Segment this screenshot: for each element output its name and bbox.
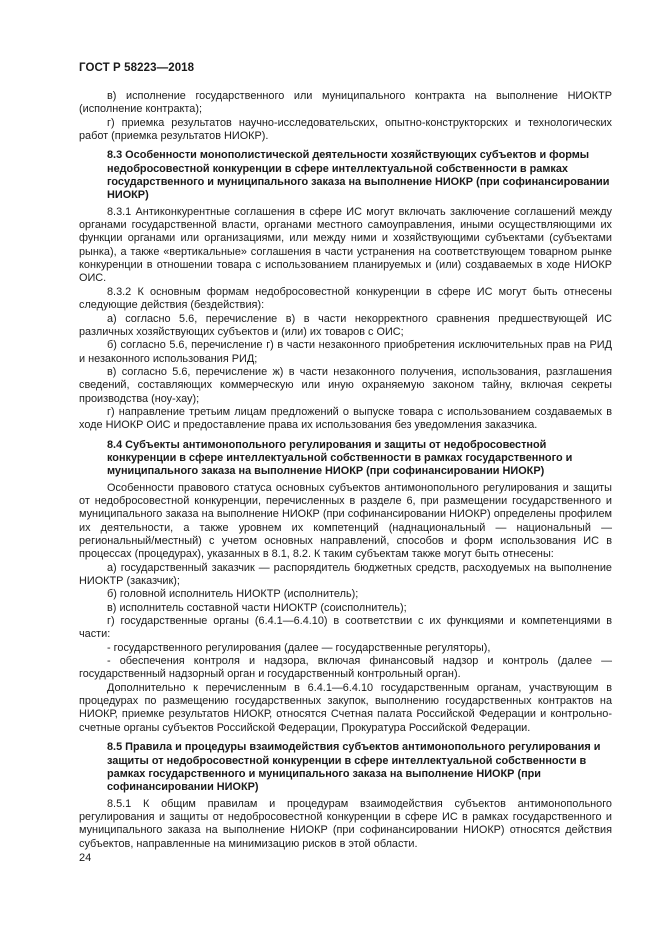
document-body [79, 90, 612, 851]
paragraph-8-4-additional: Дополнительно к перечисленным в 6.4.1—6.4.10 государственным органам, участвующим в процедурах по размещению государственных закупок, выполнению государственных контрактов на НИОКР, приемке результатов НИОКР, относятся Счетная палата Российской Федерации и контрольно-счетные органы субъектов Российской Федерации, Прокуратура Российской Федерации. [79, 681, 612, 734]
paragraph-8-3-1: 8.3.1 Антиконкурентные соглашения в сфере ИС могут включать заключение соглашений между органами государственной власти, органами местного самоуправления, иными осуществляющими их функции органами или организациями, или между ними и хозяйствующими субъектами (субъектами рынка), а также «вертикальные» соглашения в части устранения на соответствующем товарном рынке конкуренции в отношении товара с использованием планируемых и (или) создаваемых в ходе НИОКР ОИС. [79, 205, 612, 285]
dash-item-regulation: - государственного регулирования (далее — государственные регуляторы), [107, 641, 491, 654]
list-item-v: в) исполнитель составной части НИОКТР (соисполнитель); [107, 601, 407, 614]
list-item-g: г) государственные органы (6.4.1—6.4.10) в соответствии с их функциями и компетенциями в части: [79, 615, 612, 641]
paragraph-item-v: в) исполнение государственного или муниципального контракта на выполнение НИОКТР (исполнение контракта); [79, 90, 612, 116]
paragraph-8-5-1: 8.5.1 К общим правилам и процедурам взаимодействия субъектов антимонопольного регулирования и защиты от недобросовестной конкуренции в сфере ИС в рамках государственного и муниципального заказа на выполнение НИОКР (при софинансировании НИОКР) относятся действия субъектов, направленные на минимизацию рисков в этой области. [79, 797, 612, 850]
document-code: ГОСТ Р 58223—2018 [79, 62, 195, 74]
list-item-g: г) направление третьим лицам предложений о выпуске товара с использованием создаваемых в ходе НИОКР ОИС и предоставление права их использования без уведомления заказчика. [79, 405, 612, 432]
list-item-a: а) согласно 5.6, перечисление в) в части некорректного сравнения предшествующей ИС различных хозяйствующих субъектов и (или) их товаров с ОИС; [79, 312, 612, 338]
list-item-a: а) государственный заказчик — распорядитель бюджетных средств, расходуемых на выполнение НИОКТР (заказчик); [79, 561, 612, 588]
section-8-5-heading: 8.5 Правила и процедуры взаимодействия субъектов антимонопольного регулирования и защиты от недобросовестной конкуренции в сфере интеллектуальной собственности в рамках государственного и муниципального заказа на выполнение НИОКР (при софинансировании НИОКР) [107, 741, 601, 794]
paragraph-8-3-2: 8.3.2 К основным формам недобросовестной конкуренции в сфере ИС могут быть отнесены следующие действия (бездействия): [79, 285, 612, 312]
dash-item-control: - обеспечения контроля и надзора, включая финансовый надзор и контроль (далее — государственный надзорный орган и государственный контрольный орган). [79, 655, 612, 681]
paragraph-item-g: г) приемка результатов научно-исследовательских, опытно-конструкторских и технологических работ (приемка результатов НИОКР). [79, 116, 612, 143]
list-item-v: в) согласно 5.6, перечисление ж) в части незаконного получения, использования, разглашения сведений, составляющих коммерческую или иную охраняемую законом тайну, включая секреты производства (ноу-хау); [79, 365, 612, 405]
list-item-b: б) головной исполнитель НИОКТР (исполнитель); [107, 588, 359, 601]
section-8-3-heading: 8.3 Особенности монополистической деятельности хозяйствующих субъектов и формы недобросовестной конкуренции в сфере интеллектуальной собственности в рамках государственного и муниципального заказа на выполнение НИОКР (при софинансировании НИОКР) [107, 149, 610, 202]
list-item-b: б) согласно 5.6, перечисление г) в части незаконного приобретения исключительных прав на РИД и незаконного использования РИД; [79, 339, 612, 365]
section-8-4-heading: 8.4 Субъекты антимонопольного регулирования и защиты от недобросовестной конкуренции в сфере интеллектуальной собственности в рамках государственного и муниципального заказа на выполнение НИОКР (при софинансировании НИОКР) [107, 438, 573, 478]
paragraph-8-4-intro: Особенности правового статуса основных субъектов антимонопольного регулирования и защиты от недобросовестной конкуренции, перечисленных в разделе 6, при размещении государственного и муниципального заказа на выполнение НИОКР (при софинансировании НИОКР) определены профилем их деятельности, а также уровнем их компетенций (наднациональный — национальный — региональный/местный) с учетом основных направлений, способов и форм использования ИС в процессах (процедурах), указанных в 8.1, 8.2. К таким субъектам также могут быть отнесены: [79, 481, 612, 561]
page-number: 24 [79, 852, 92, 864]
